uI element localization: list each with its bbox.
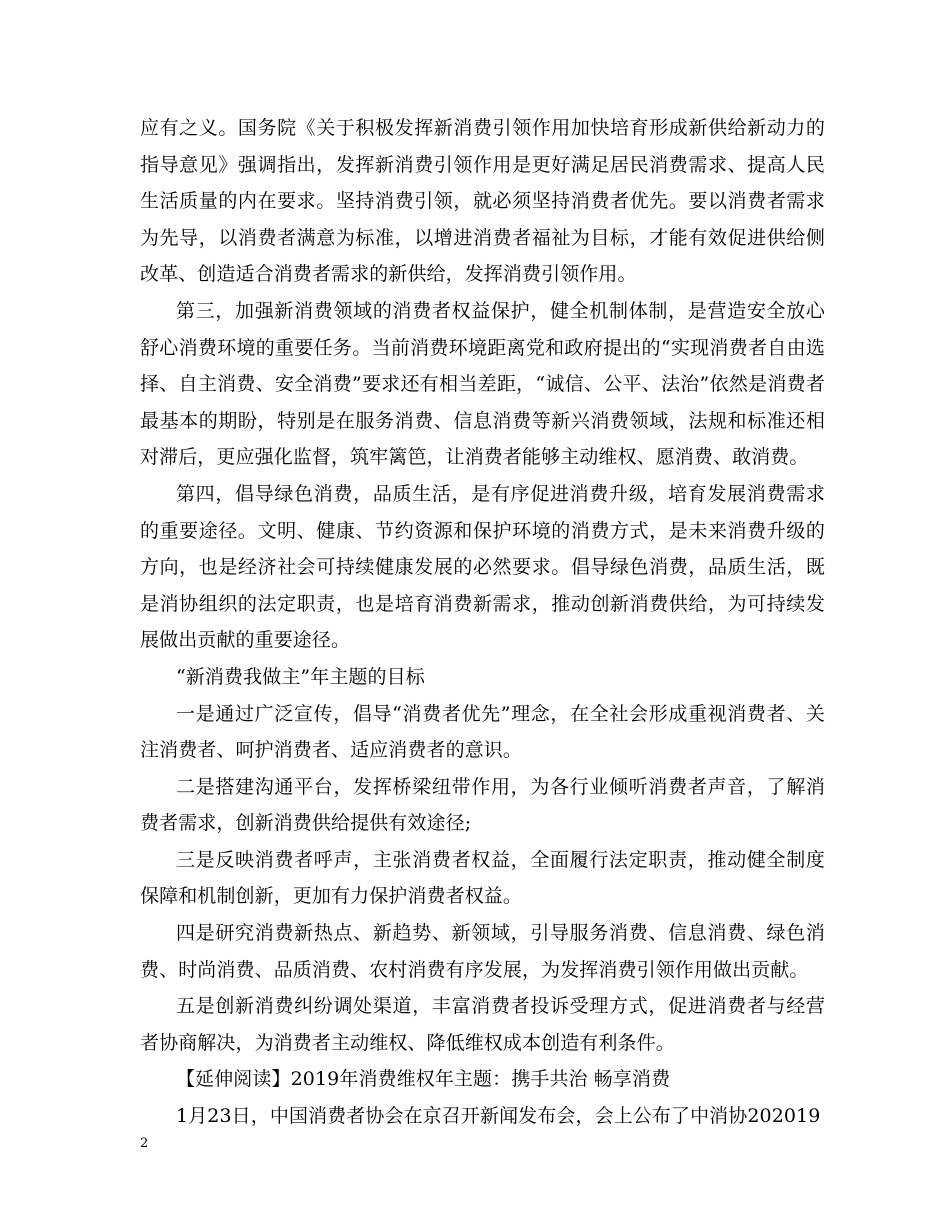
page-number: 2 <box>140 1136 149 1151</box>
paragraph: 应有之义。国务院《关于积极发挥新消费引领作用加快培育形成新供给新动力的指导意见》强调指出，发挥新消费引领作用是更好满足居民消费需求、提高人民生活质量的内在要求。坚持消费引领，就必须坚持消费者优先。要以消费者需求为先导，以消费者满意为标准，以增进消费者福祉为目标，才能有效促进供给侧改革、创造适合消费者需求的新供给，发挥消费引领作用。 <box>140 117 825 286</box>
paragraph: 1月23日，中国消费者协会在京召开新闻发布会，会上公布了中消协202019 <box>176 1105 821 1128</box>
paragraph: 第三，加强新消费领域的消费者权益保护，健全机制体制，是营造安全放心舒心消费环境的重要任务。当前消费环境距离党和政府提出的“实现消费者自由选择、自主消费、安全消费”要求还有相当差距，“诚信、公平、法治”依然是消费者最基本的期盼，特别是在服务消费、信息消费等新兴消费领域，法规和标准还相对滞后，更应强化监督，筑牢篱笆，让消费者能够主动维权、愿消费、敢消费。 <box>140 299 825 469</box>
paragraph: 五是创新消费纠纷调处渠道，丰富消费者投诉受理方式，促进消费者与经营者协商解决，为消费者主动维权、降低维权成本创造有利条件。 <box>140 995 825 1054</box>
paragraph: 二是搭建沟通平台，发挥桥梁纽带作用，为各行业倾听消费者声音，了解消费者需求，创新消费供给提供有效途径; <box>140 775 825 835</box>
extended-reading-heading: 【延伸阅读】2019年消费维权年主题：携手共治 畅享消费 <box>176 1068 671 1091</box>
paragraph: 三是反映消费者呼声，主张消费者权益，全面履行法定职责，推动健全制度保障和机制创新，更加有力保护消费者权益。 <box>140 848 825 908</box>
paragraph: 第四，倡导绿色消费，品质生活，是有序促进消费升级，培育发展消费需求的重要途径。文明、健康、节约资源和保护环境的消费方式，是未来消费升级的方向，也是经济社会可持续健康发展的必然要求。倡导绿色消费，品质生活，既是消协组织的法定职责，也是培育消费新需求，推动创新消费供给，为可持续发展做出贡献的重要途径。 <box>140 482 825 652</box>
section-heading: “新消费我做主”年主题的目标 <box>176 665 425 688</box>
paragraph: 四是研究消费新热点、新趋势、新领域，引导服务消费、信息消费、绿色消费、时尚消费、品质消费、农村消费有序发展，为发挥消费引领作用做出贡献。 <box>140 922 825 981</box>
paragraph: 一是通过广泛宣传，倡导“消费者优先”理念，在全社会形成重视消费者、关注消费者、呵护消费者、适应消费者的意识。 <box>140 702 825 762</box>
document-body <box>140 110 825 1135</box>
